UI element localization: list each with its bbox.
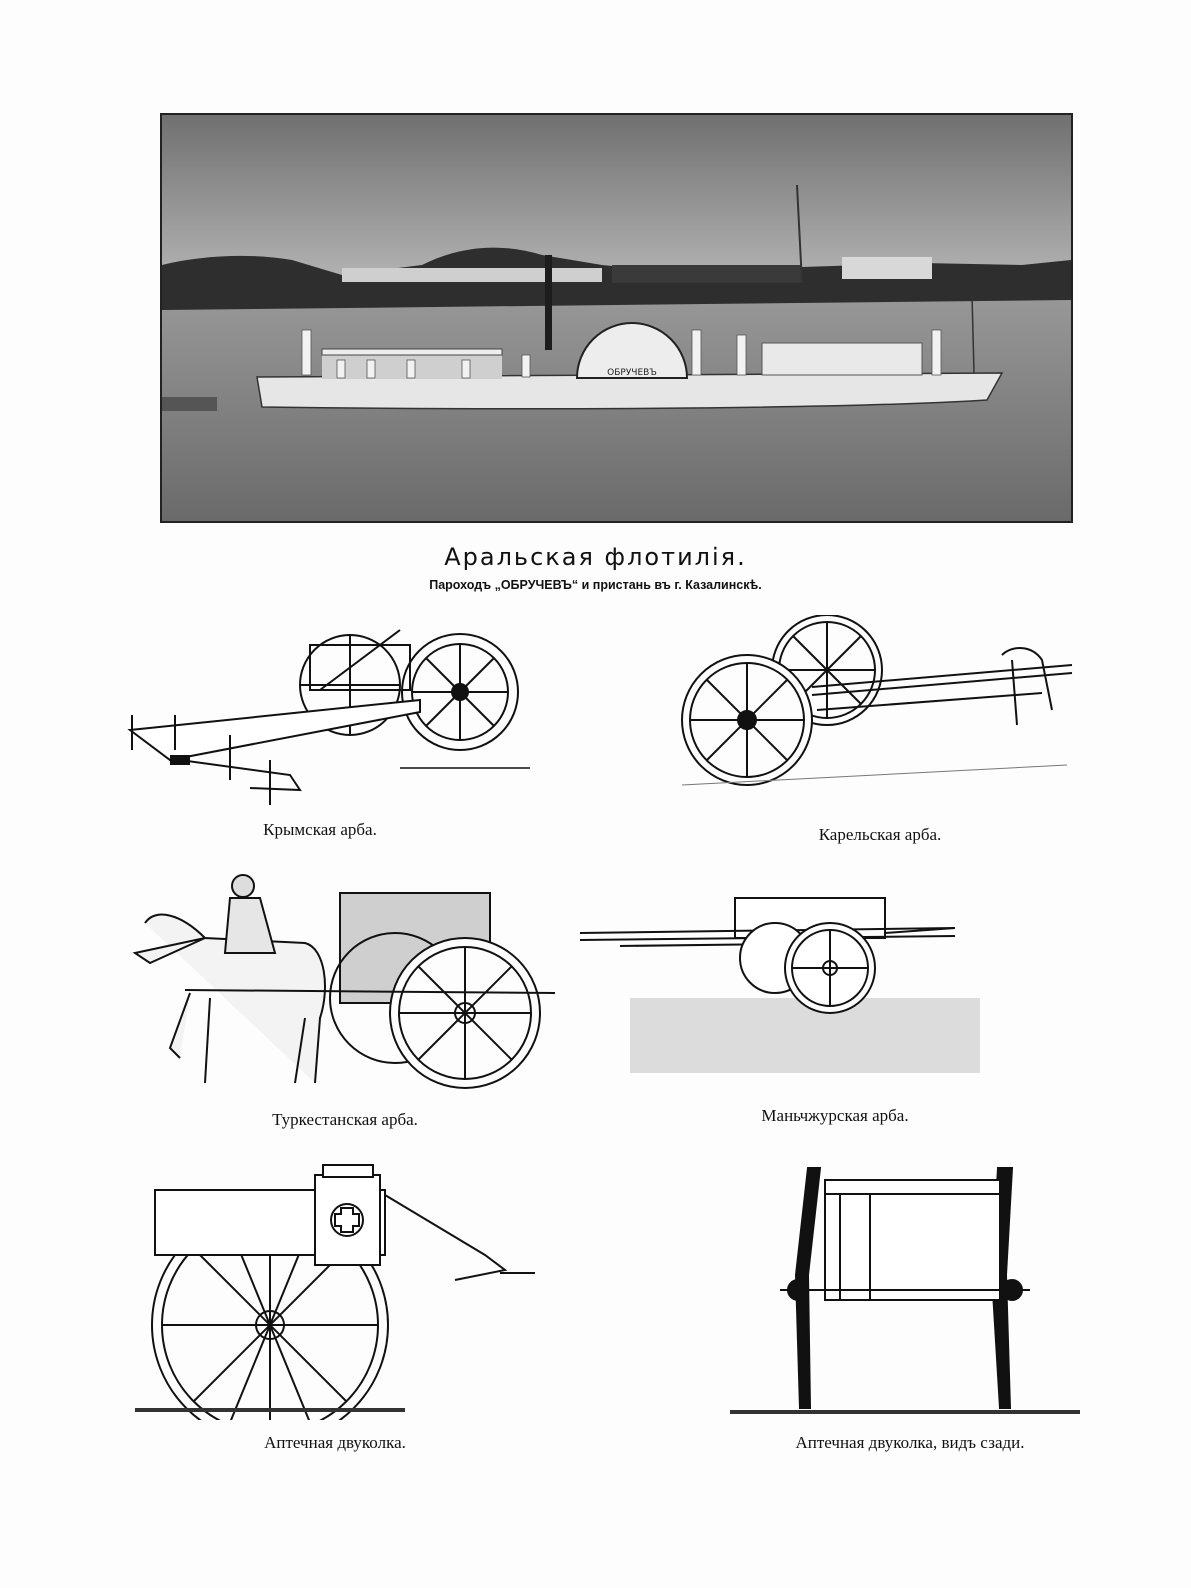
caption-medical-cart: Аптечная двуколка. [264, 1433, 406, 1452]
caption-crimean-arba: Крымская арба. [263, 820, 377, 839]
caption-manchurian-arba: Маньчжурская арба. [761, 1106, 909, 1125]
caption-karelian-arba: Карельская арба. [818, 825, 942, 844]
medical-cart-side-drawing [135, 1160, 545, 1420]
page-title: Аральская флотилія. [444, 543, 747, 571]
crimean-arba-drawing [120, 620, 540, 810]
steamer-photo [160, 113, 1073, 523]
manchurian-arba-drawing [580, 888, 985, 1078]
photo-subtitle: Пароходъ „ОБРУЧЕВЪ“ и пристань въ г. Казалинскѣ. [429, 578, 762, 592]
karelian-arba-drawing [672, 615, 1077, 800]
medical-cart-rear-drawing [730, 1160, 1080, 1425]
caption-turkestan-arba: Туркестанская арба. [272, 1110, 418, 1129]
caption-medical-cart-rear: Аптечная двуколка, видъ сзади. [795, 1433, 1025, 1452]
paddlebox-name: ОБРУЧЕВЪ [607, 368, 657, 378]
turkestan-arba-drawing [125, 868, 565, 1093]
